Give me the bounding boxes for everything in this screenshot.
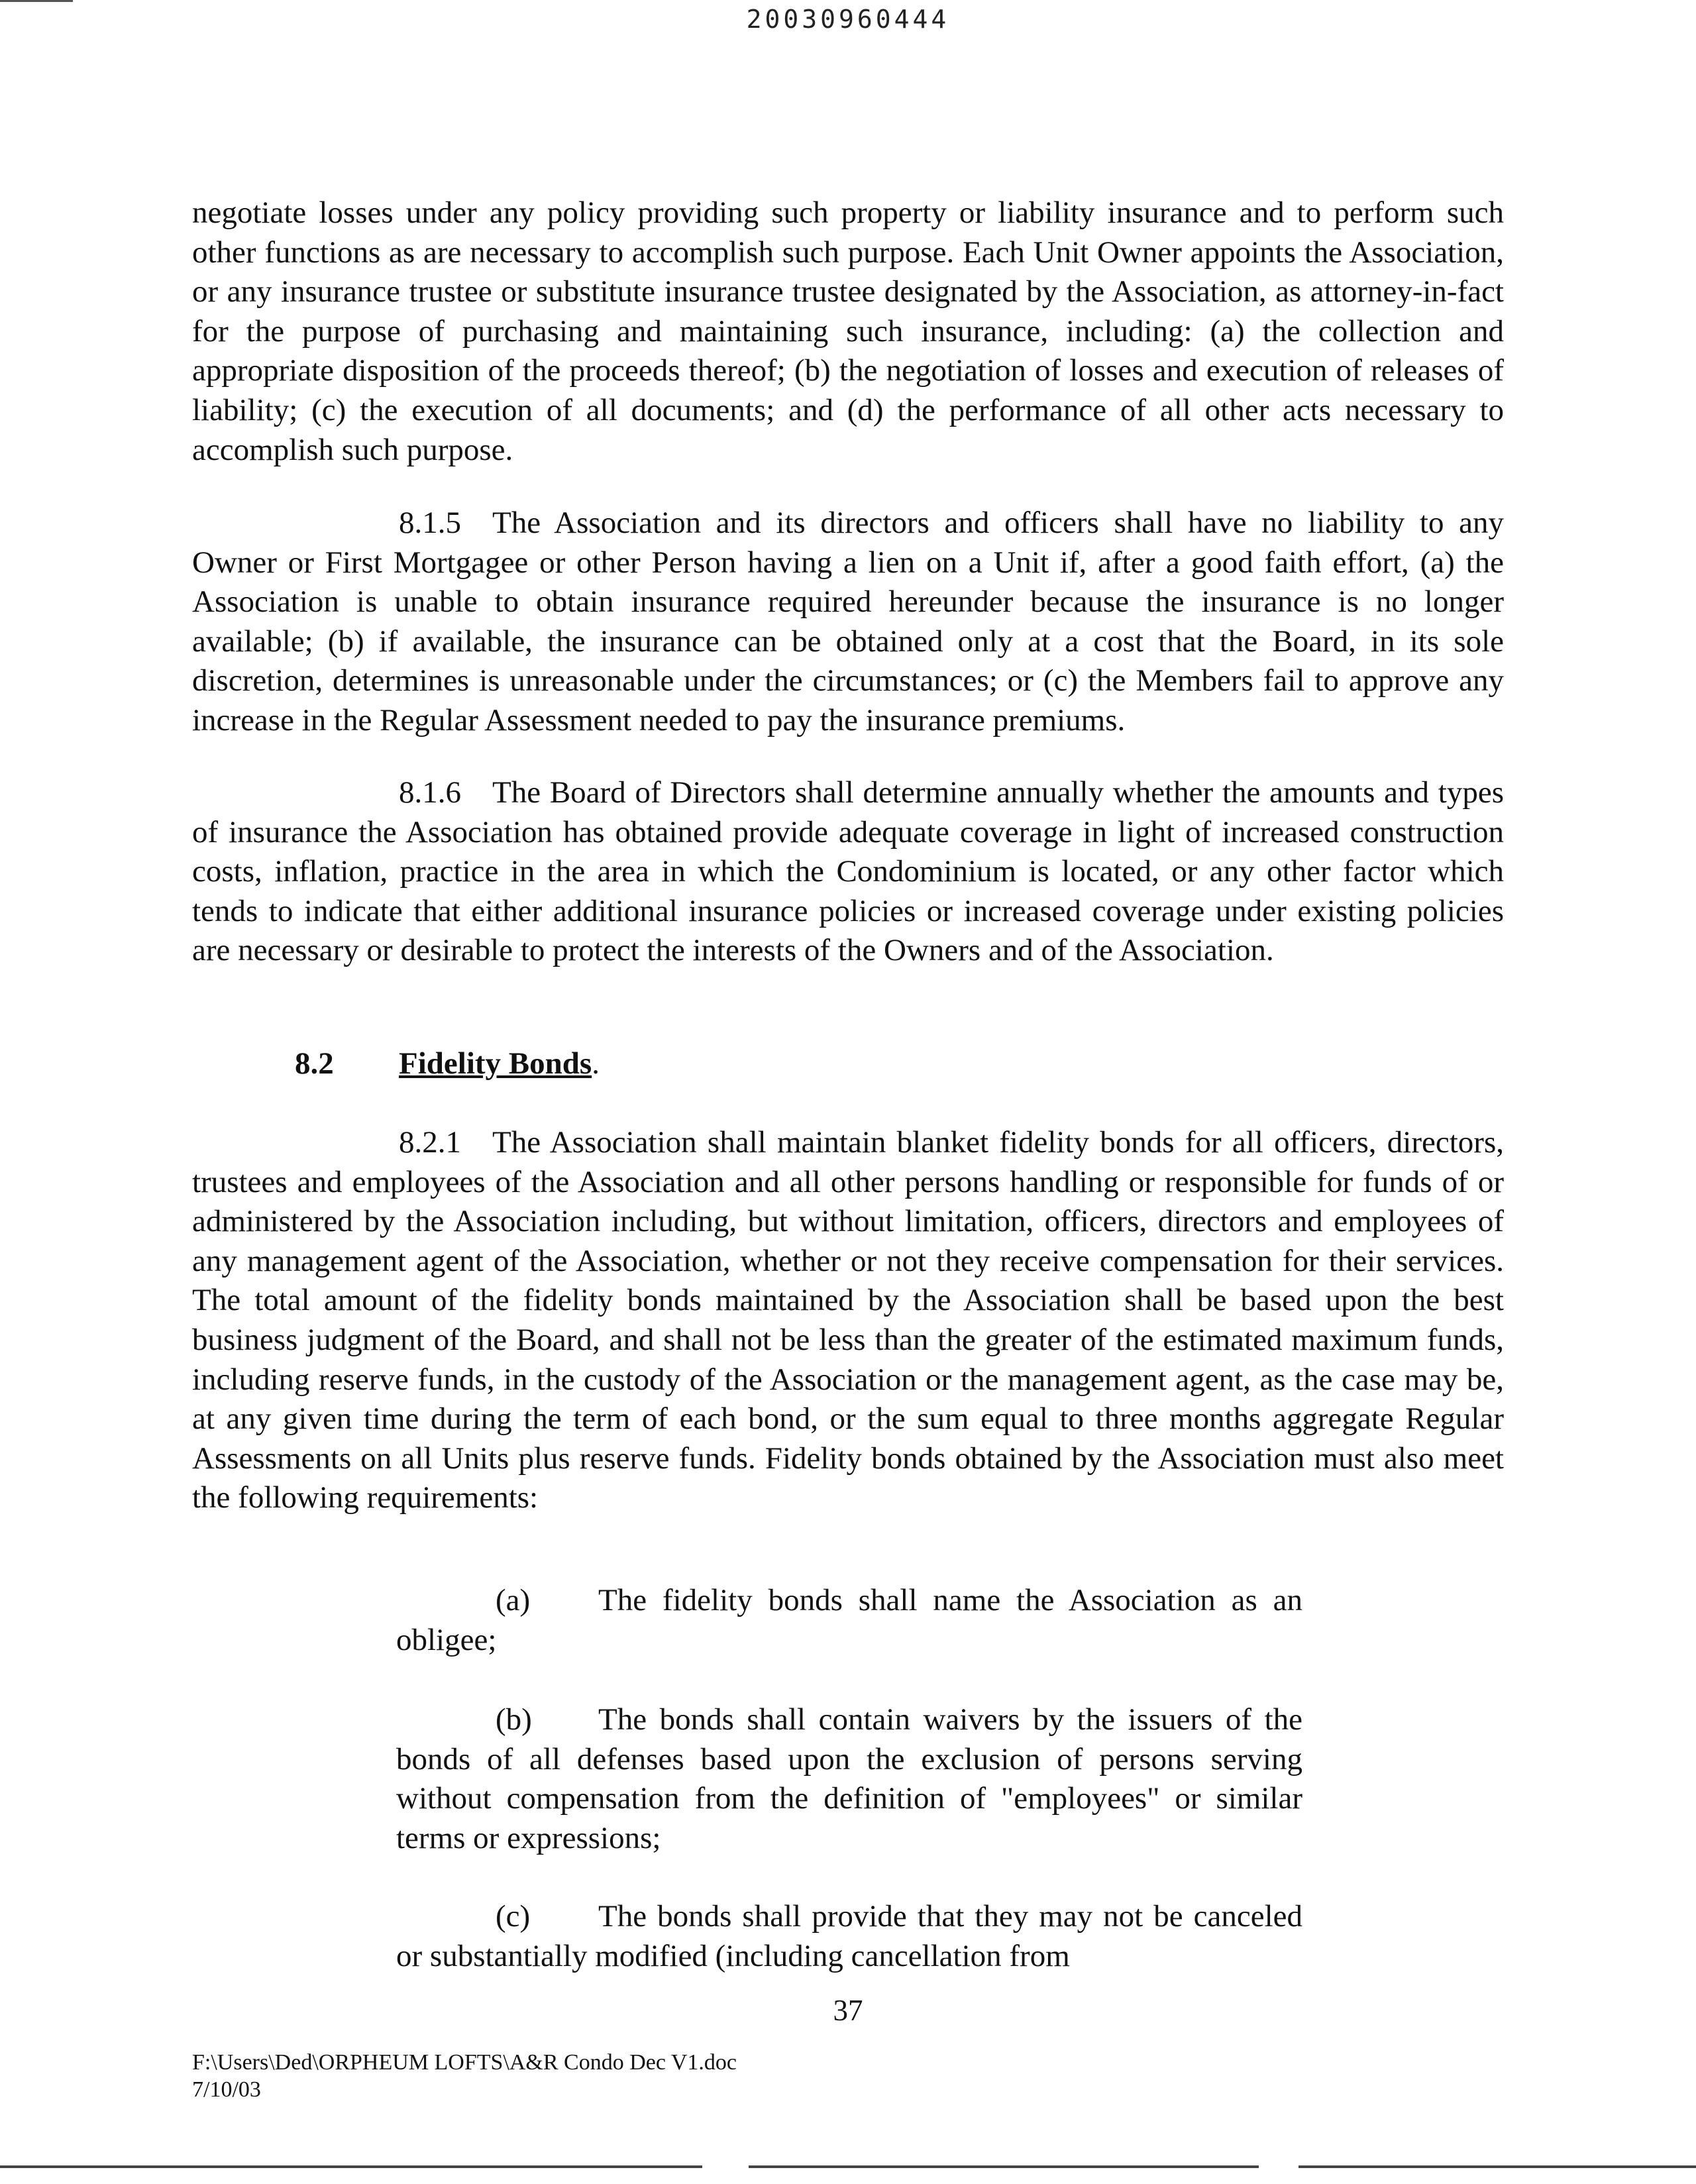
section-heading-8-2 [295, 1044, 600, 1083]
paragraph-8-1-5: 8.1.5 The Association and its directors and officers shall have no liability to any Owner or First Mortgagee or other Person having a lien on a Unit if, after a good faith effort, (a) the Association is unable to obtain insurance required hereunder because the insurance is no longer available; (b) if available, the insurance can be obtained only at a cost that the Board, in its sole discretion, determines is unreasonable under the circumstances; or (c) the Members fail to approve any increase in the Regular Assessment needed to pay the insurance premiums. [192, 506, 1504, 737]
subitem-b [396, 1700, 1302, 1858]
subitem-c-label: (c) [496, 1899, 531, 1934]
subitem-b-label: (b) [496, 1702, 532, 1737]
subitem-b-text: The bonds shall contain waivers by the issuers of the bonds of all defenses based upon the exclusion of persons serving without compensation from the definition of "employees" or similar terms or expressions; [396, 1702, 1302, 1855]
subitem-a-label: (a) [496, 1583, 531, 1617]
section-number: 8.2 [295, 1046, 334, 1081]
subitem-a [396, 1581, 1302, 1660]
page-number: 37 [833, 1994, 863, 2027]
paragraph-8-2-1: 8.2.1 The Association shall maintain blanket fidelity bonds for all officers, directors, trustees and employees of the Association and all other persons handling or responsible for funds of or administered by the Association including, but without limitation, officers, directors and employees of any management agent of the Association, whether or not they receive compensation for their services. The total amount of the fidelity bonds maintained by the Association shall be based upon the best business judgment of the Board, and shall not be less than the greater of the estimated maximum funds, including reserve funds, in the custody of the Association or the management agent, as the case may be, at any given time during the term of each bond, or the sum equal to three months aggregate Regular Assessments on all Units plus reserve funds. Fidelity bonds obtained by the Association must also meet the following requirements: [192, 1125, 1504, 1515]
subitem-c [396, 1897, 1302, 1976]
subitem-c-text: The bonds shall provide that they may not be canceled or substantially modified (including cancellation from [396, 1899, 1302, 1973]
footer-file-path: F:\Users\Ded\ORPHEUM LOFTS\A&R Condo Dec V1.doc [192, 2050, 737, 2075]
document-number: 20030960444 [746, 5, 950, 34]
top-scan-rule [0, 0, 73, 2]
subitem-a-text: The fidelity bonds shall name the Association as an obligee; [396, 1583, 1302, 1657]
section-title: Fidelity Bonds [399, 1046, 592, 1081]
paragraph-continuation: negotiate losses under any policy providing such property or liability insurance and to perform such other functions as are necessary to accomplish such purpose. Each Unit Owner appoints the Association, or any insurance trustee or substitute insurance trustee designated by the Association, as attorney-in-fact for the purpose of purchasing and maintaining such insurance, including: (a) the collection and appropriate disposition of the proceeds thereof; (b) the negotiation of losses and execution of releases of liability; (c) the execution of all documents; and (d) the performance of all other acts necessary to accomplish such purpose. [192, 195, 1504, 467]
bottom-scan-rule [0, 2165, 1696, 2168]
section-title-period: . [592, 1046, 600, 1081]
footer-date: 7/10/03 [192, 2077, 261, 2102]
paragraph-8-1-6: 8.1.6 The Board of Directors shall determine annually whether the amounts and types of insurance the Association has obtained provide adequate coverage in light of increased construction costs, inflation, practice in the area in which the Condominium is located, or any other factor which tends to indicate that either additional insurance policies or increased coverage under existing policies are necessary or desirable to protect the interests of the Owners and of the Association. [192, 775, 1504, 968]
